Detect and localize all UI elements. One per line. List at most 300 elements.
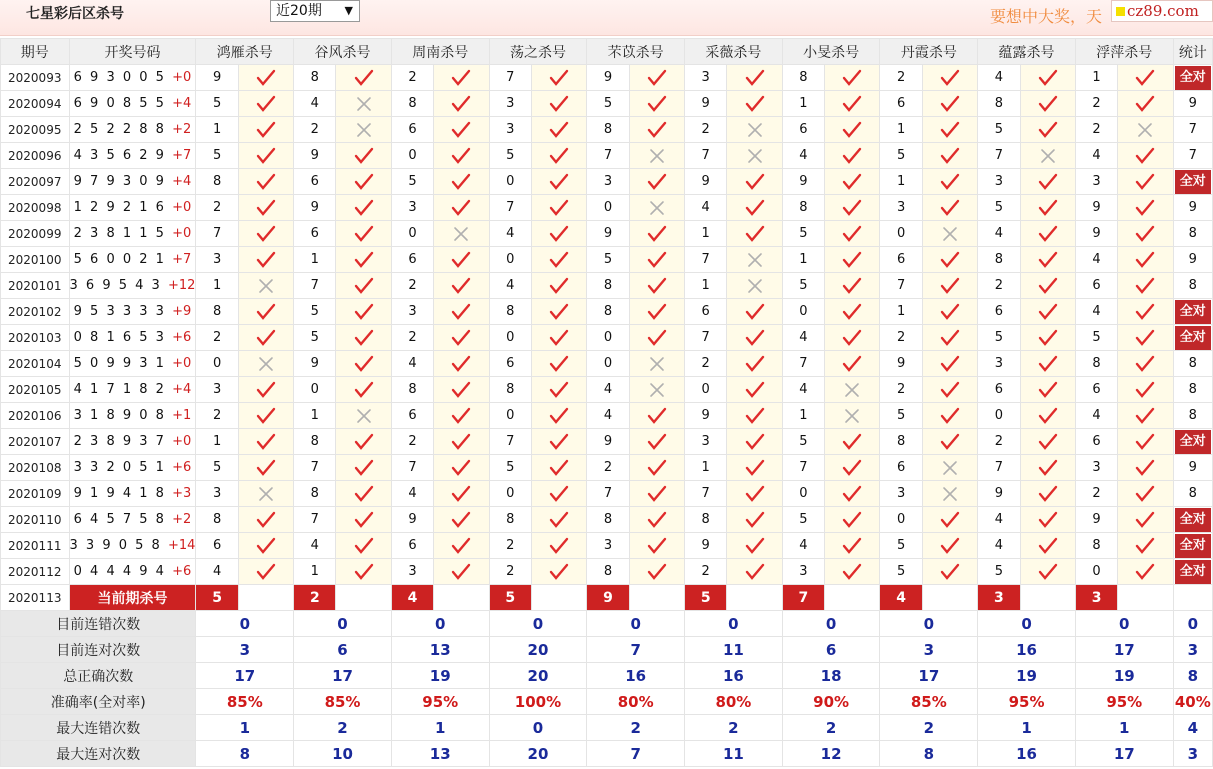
stat-cell: [1173, 559, 1212, 585]
result-mark: [238, 65, 293, 91]
check-icon: [1135, 355, 1155, 373]
kill-number: 4: [1075, 403, 1117, 429]
result-mark: [629, 455, 684, 481]
check-icon: [745, 433, 765, 451]
check-icon: [549, 225, 569, 243]
result-mark: [336, 143, 391, 169]
stat-cell: 9: [1173, 455, 1212, 481]
kill-number: 3: [391, 559, 433, 585]
check-icon: [940, 303, 960, 321]
result-mark: [531, 299, 586, 325]
check-icon: [256, 407, 276, 425]
cross-icon: [1135, 121, 1155, 139]
check-icon: [647, 537, 667, 555]
result-mark: [336, 377, 391, 403]
current-kill-number: 5: [685, 585, 727, 611]
kill-number: 3: [196, 481, 238, 507]
summary-value: 11: [685, 741, 783, 767]
kill-number: 7: [685, 247, 727, 273]
kill-number: 2: [391, 325, 433, 351]
kill-number: 1: [880, 299, 922, 325]
period-cell: 2020100: [1, 247, 70, 273]
kill-number: 1: [880, 169, 922, 195]
current-kill-blank: [434, 585, 489, 611]
current-kill-blank: [922, 585, 977, 611]
stat-cell: [1173, 429, 1212, 455]
period-range-select[interactable]: [270, 0, 360, 22]
check-icon: [647, 459, 667, 477]
summary-value: 19: [978, 663, 1076, 689]
summary-stat: 40%: [1173, 689, 1212, 715]
kill-number: 4: [782, 143, 824, 169]
check-icon: [647, 173, 667, 191]
kill-number: 6: [880, 91, 922, 117]
kill-number: 0: [489, 169, 531, 195]
period-cell: 2020104: [1, 351, 70, 377]
check-icon: [451, 485, 471, 503]
draw-digits: 9 1 9 4 1 8: [73, 486, 166, 501]
result-mark: [727, 65, 782, 91]
result-mark: [531, 273, 586, 299]
check-icon: [940, 563, 960, 581]
cross-icon: [745, 147, 765, 165]
result-mark: [825, 377, 880, 403]
check-icon: [842, 173, 862, 191]
check-icon: [1135, 225, 1155, 243]
check-icon: [745, 485, 765, 503]
result-mark: [922, 273, 977, 299]
stat-cell: 8: [1173, 403, 1212, 429]
kill-number: 9: [391, 507, 433, 533]
result-mark: [1118, 351, 1173, 377]
kill-number: 3: [685, 429, 727, 455]
check-icon: [745, 459, 765, 477]
table-row: [1, 117, 1213, 143]
check-icon: [256, 537, 276, 555]
kill-number: 5: [782, 429, 824, 455]
result-mark: [434, 429, 489, 455]
summary-value: 100%: [489, 689, 587, 715]
check-icon: [842, 69, 862, 87]
result-mark: [727, 507, 782, 533]
kill-number: 1: [685, 221, 727, 247]
check-icon: [256, 511, 276, 529]
result-mark: [1118, 65, 1173, 91]
result-mark: [1020, 481, 1075, 507]
check-icon: [1038, 69, 1058, 87]
stat-cell: 7: [1173, 117, 1212, 143]
draw-number-cell: [69, 429, 196, 455]
check-icon: [647, 511, 667, 529]
result-mark: [1020, 429, 1075, 455]
kill-number: 9: [1075, 507, 1117, 533]
summary-value: 2: [294, 715, 392, 741]
all-correct-badge: 全对: [1175, 508, 1211, 532]
result-mark: [1020, 533, 1075, 559]
all-correct-badge: 全对: [1175, 326, 1211, 350]
result-mark: [825, 221, 880, 247]
draw-bonus: +7: [172, 252, 192, 267]
result-mark: [434, 507, 489, 533]
result-mark: [825, 169, 880, 195]
stat-cell: 7: [1173, 143, 1212, 169]
kill-number: 7: [587, 481, 629, 507]
promo-text[interactable]: 要想中大奖，天: [990, 7, 1103, 26]
kill-number: 8: [685, 507, 727, 533]
draw-number-cell: [69, 559, 196, 585]
summary-label: 最大连错次数: [1, 715, 196, 741]
check-icon: [1135, 537, 1155, 555]
check-icon: [354, 563, 374, 581]
kill-number: 9: [587, 429, 629, 455]
kill-number: 2: [685, 117, 727, 143]
summary-value: 0: [782, 611, 880, 637]
kill-number: 6: [880, 455, 922, 481]
kill-number: 4: [1075, 299, 1117, 325]
kill-number: 2: [880, 325, 922, 351]
result-mark: [238, 377, 293, 403]
result-mark: [336, 195, 391, 221]
result-mark: [238, 143, 293, 169]
kill-number: 7: [978, 455, 1020, 481]
kill-number: 2: [196, 403, 238, 429]
result-mark: [727, 169, 782, 195]
kill-number: 0: [880, 507, 922, 533]
cross-icon: [647, 355, 667, 373]
kill-number: 4: [782, 377, 824, 403]
check-icon: [354, 459, 374, 477]
result-mark: [1020, 169, 1075, 195]
draw-number-cell: [69, 169, 196, 195]
draw-bonus: +2: [172, 122, 192, 137]
draw-bonus: +12: [167, 278, 196, 293]
result-mark: [1118, 559, 1173, 585]
kill-number: 7: [196, 221, 238, 247]
draw-digits: 0 4 4 4 9 4: [73, 564, 166, 579]
period-cell: 2020096: [1, 143, 70, 169]
table-row: [1, 91, 1213, 117]
kill-number: 2: [1075, 481, 1117, 507]
check-icon: [940, 355, 960, 373]
kill-number: 8: [391, 91, 433, 117]
check-icon: [549, 69, 569, 87]
kill-number: 7: [978, 143, 1020, 169]
draw-number-cell: [69, 247, 196, 273]
kill-number: 8: [978, 247, 1020, 273]
cross-icon: [940, 225, 960, 243]
summary-value: 0: [391, 611, 489, 637]
stat-cell: 8: [1173, 377, 1212, 403]
result-mark: [434, 247, 489, 273]
draw-bonus: +7: [172, 148, 192, 163]
draw-bonus: +0: [172, 356, 192, 371]
check-icon: [256, 69, 276, 87]
check-icon: [940, 381, 960, 399]
check-icon: [549, 121, 569, 139]
draw-digits: 3 6 9 5 4 3: [69, 278, 162, 293]
check-icon: [842, 121, 862, 139]
check-icon: [256, 303, 276, 321]
check-icon: [647, 121, 667, 139]
check-icon: [842, 537, 862, 555]
cross-icon: [842, 407, 862, 425]
kill-number: 4: [978, 507, 1020, 533]
check-icon: [256, 225, 276, 243]
kill-number: 8: [880, 429, 922, 455]
check-icon: [1038, 407, 1058, 425]
kill-number: 0: [587, 195, 629, 221]
table-row: [1, 403, 1213, 429]
result-mark: [825, 65, 880, 91]
draw-number-cell: [69, 195, 196, 221]
check-icon: [842, 251, 862, 269]
kill-number: 6: [391, 247, 433, 273]
kill-number: 4: [391, 481, 433, 507]
summary-value: 20: [489, 741, 587, 767]
result-mark: [727, 247, 782, 273]
check-icon: [940, 537, 960, 555]
kill-number: 3: [196, 377, 238, 403]
header-expert: 蕴露杀号: [978, 39, 1076, 65]
all-correct-badge: 全对: [1175, 66, 1211, 90]
summary-value: 0: [489, 715, 587, 741]
check-icon: [940, 277, 960, 295]
table-row: [1, 65, 1213, 91]
table-row: [1, 143, 1213, 169]
summary-value: 0: [978, 611, 1076, 637]
result-mark: [825, 273, 880, 299]
summary-value: 3: [196, 637, 294, 663]
check-icon: [745, 511, 765, 529]
result-mark: [336, 533, 391, 559]
kill-number: 2: [880, 377, 922, 403]
summary-value: 16: [587, 663, 685, 689]
stat-cell: [1173, 65, 1212, 91]
summary-value: 16: [685, 663, 783, 689]
kill-number: 5: [880, 143, 922, 169]
kill-number: 2: [196, 325, 238, 351]
result-mark: [629, 91, 684, 117]
table-row: [1, 169, 1213, 195]
check-icon: [1135, 303, 1155, 321]
site-logo[interactable]: [1111, 0, 1213, 22]
draw-digits: 3 3 9 0 5 8: [69, 538, 162, 553]
result-mark: [629, 403, 684, 429]
cross-icon: [256, 355, 276, 373]
summary-label: 目前连错次数: [1, 611, 196, 637]
check-icon: [745, 537, 765, 555]
kill-number: 2: [978, 429, 1020, 455]
result-mark: [336, 273, 391, 299]
draw-digits: 9 5 3 3 3 3: [73, 304, 166, 319]
kill-number: 1: [294, 403, 336, 429]
kill-number: 7: [294, 273, 336, 299]
result-mark: [531, 91, 586, 117]
kill-number: 8: [587, 507, 629, 533]
summary-value: 95%: [1075, 689, 1173, 715]
stat-cell: 8: [1173, 221, 1212, 247]
stat-cell: [1173, 299, 1212, 325]
kill-number: 8: [294, 65, 336, 91]
draw-bonus: +6: [172, 460, 192, 475]
check-icon: [647, 225, 667, 243]
period-cell: 2020111: [1, 533, 70, 559]
kill-number: 7: [685, 481, 727, 507]
check-icon: [256, 95, 276, 113]
cross-icon: [1038, 147, 1058, 165]
kill-number: 2: [391, 429, 433, 455]
check-icon: [745, 563, 765, 581]
kill-number: 2: [1075, 91, 1117, 117]
kill-number: 2: [1075, 117, 1117, 143]
result-mark: [531, 351, 586, 377]
check-icon: [549, 355, 569, 373]
all-correct-badge: 全对: [1175, 300, 1211, 324]
result-mark: [1118, 247, 1173, 273]
result-mark: [1118, 143, 1173, 169]
kill-number: 5: [782, 221, 824, 247]
check-icon: [256, 121, 276, 139]
table-row: [1, 559, 1213, 585]
period-range-value: 近20期: [276, 3, 322, 19]
draw-bonus: +1: [172, 408, 192, 423]
summary-stat: 3: [1173, 637, 1212, 663]
table-row: [1, 195, 1213, 221]
kill-number: 9: [880, 351, 922, 377]
result-mark: [629, 169, 684, 195]
check-icon: [1038, 433, 1058, 451]
result-mark: [1118, 195, 1173, 221]
cross-icon: [647, 381, 667, 399]
check-icon: [354, 381, 374, 399]
result-mark: [336, 481, 391, 507]
kill-number: 7: [782, 351, 824, 377]
kill-number: 5: [880, 403, 922, 429]
summary-value: 1: [978, 715, 1076, 741]
period-cell: 2020101: [1, 273, 70, 299]
summary-value: 6: [294, 637, 392, 663]
summary-value: 17: [294, 663, 392, 689]
result-mark: [238, 299, 293, 325]
result-mark: [825, 507, 880, 533]
result-mark: [238, 559, 293, 585]
cross-icon: [647, 147, 667, 165]
cross-icon: [940, 485, 960, 503]
summary-value: 16: [978, 637, 1076, 663]
kill-number: 3: [880, 481, 922, 507]
summary-value: 1: [391, 715, 489, 741]
cross-icon: [451, 225, 471, 243]
kill-number: 5: [782, 507, 824, 533]
table-row: [1, 299, 1213, 325]
check-icon: [1038, 173, 1058, 191]
draw-number-cell: [69, 481, 196, 507]
draw-number-cell: [69, 507, 196, 533]
result-mark: [922, 65, 977, 91]
current-kill-blank: [1118, 585, 1173, 611]
result-mark: [1118, 377, 1173, 403]
result-mark: [922, 377, 977, 403]
check-icon: [842, 511, 862, 529]
summary-value: 95%: [391, 689, 489, 715]
cross-icon: [745, 251, 765, 269]
summary-label: 准确率(全对率): [1, 689, 196, 715]
summary-stat: 8: [1173, 663, 1212, 689]
summary-value: 19: [1075, 663, 1173, 689]
kill-number: 4: [587, 403, 629, 429]
summary-row: [1, 741, 1213, 767]
period-cell: 2020095: [1, 117, 70, 143]
header-expert: 荡之杀号: [489, 39, 587, 65]
result-mark: [238, 117, 293, 143]
result-mark: [531, 507, 586, 533]
result-mark: [531, 377, 586, 403]
result-mark: [727, 299, 782, 325]
kill-number: 6: [294, 169, 336, 195]
kill-number: 9: [685, 533, 727, 559]
check-icon: [1135, 459, 1155, 477]
result-mark: [727, 273, 782, 299]
kill-number: 0: [880, 221, 922, 247]
result-mark: [825, 429, 880, 455]
kill-number: 2: [685, 559, 727, 585]
table-row: [1, 273, 1213, 299]
check-icon: [451, 459, 471, 477]
kill-number: 9: [685, 169, 727, 195]
result-mark: [1020, 455, 1075, 481]
kill-number: 6: [489, 351, 531, 377]
kill-number: 8: [391, 377, 433, 403]
result-mark: [336, 65, 391, 91]
kill-number: 0: [489, 403, 531, 429]
result-mark: [825, 299, 880, 325]
check-icon: [256, 381, 276, 399]
check-icon: [549, 277, 569, 295]
result-mark: [434, 91, 489, 117]
kill-number: 8: [782, 195, 824, 221]
check-icon: [745, 303, 765, 321]
kill-number: 6: [1075, 377, 1117, 403]
check-icon: [1135, 511, 1155, 529]
draw-digits: 4 3 5 6 2 9: [73, 148, 166, 163]
check-icon: [451, 329, 471, 347]
kill-number: 5: [880, 533, 922, 559]
check-icon: [354, 173, 374, 191]
draw-bonus: +4: [172, 174, 192, 189]
result-mark: [1020, 559, 1075, 585]
check-icon: [451, 511, 471, 529]
kill-number: 3: [1075, 169, 1117, 195]
kill-number: 8: [294, 429, 336, 455]
kill-number: 5: [489, 455, 531, 481]
result-mark: [629, 559, 684, 585]
kill-number: 3: [880, 195, 922, 221]
summary-value: 85%: [294, 689, 392, 715]
kill-number: 1: [685, 273, 727, 299]
result-mark: [1118, 455, 1173, 481]
result-mark: [1118, 429, 1173, 455]
result-mark: [238, 91, 293, 117]
stat-cell: [1173, 533, 1212, 559]
result-mark: [922, 169, 977, 195]
kill-number: 5: [587, 247, 629, 273]
summary-row: [1, 611, 1213, 637]
draw-bonus: +14: [167, 538, 196, 553]
cross-icon: [354, 121, 374, 139]
kill-number: 0: [782, 481, 824, 507]
result-mark: [922, 429, 977, 455]
header-expert: 浮萍杀号: [1075, 39, 1173, 65]
